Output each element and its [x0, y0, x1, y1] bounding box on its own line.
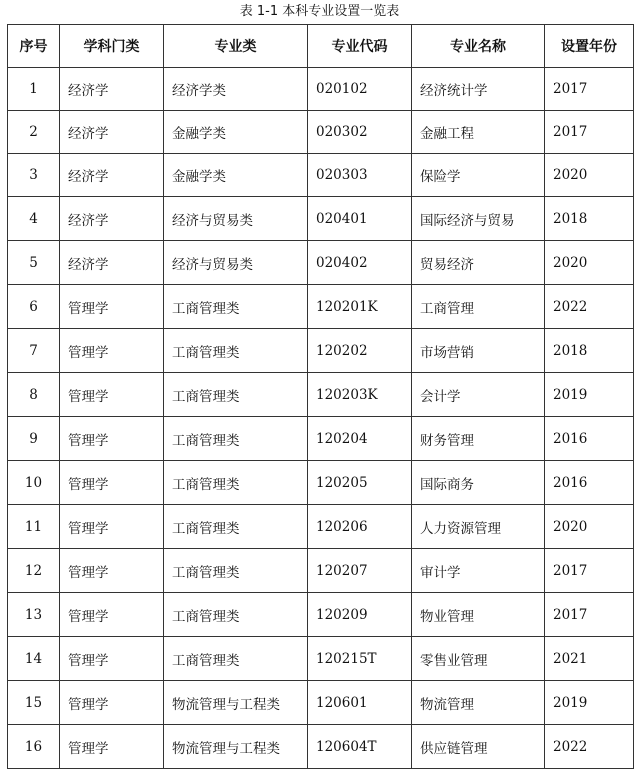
- cell-major-class: 物流管理与工程类: [164, 681, 308, 725]
- cell-year: 2017: [545, 593, 634, 637]
- table-row: [8, 681, 634, 725]
- cell-major-class: 工商管理类: [164, 505, 308, 549]
- cell-discipline: 管理学: [60, 505, 164, 549]
- cell-seq: 12: [8, 549, 60, 593]
- header-year: 设置年份: [545, 25, 634, 68]
- cell-major-class: 工商管理类: [164, 329, 308, 373]
- cell-discipline: 经济学: [60, 241, 164, 285]
- major-table: [7, 24, 634, 769]
- cell-major-name: 贸易经济: [412, 241, 545, 285]
- cell-discipline: 经济学: [60, 197, 164, 241]
- header-major-class: 专业类: [164, 25, 308, 68]
- cell-major-class: 工商管理类: [164, 373, 308, 417]
- cell-year: 2016: [545, 417, 634, 461]
- cell-major-class: 工商管理类: [164, 461, 308, 505]
- cell-major-code: 020102: [308, 68, 412, 111]
- cell-seq: 16: [8, 725, 60, 769]
- table-row: [8, 154, 634, 197]
- cell-seq: 4: [8, 197, 60, 241]
- cell-discipline: 管理学: [60, 329, 164, 373]
- cell-discipline: 经济学: [60, 68, 164, 111]
- cell-major-code: 120206: [308, 505, 412, 549]
- table-header-row: [8, 25, 634, 68]
- cell-major-name: 会计学: [412, 373, 545, 417]
- table-row: [8, 461, 634, 505]
- cell-seq: 8: [8, 373, 60, 417]
- cell-year: 2022: [545, 285, 634, 329]
- table-row: [8, 285, 634, 329]
- cell-major-name: 工商管理: [412, 285, 545, 329]
- table-row: [8, 241, 634, 285]
- table-body: [8, 68, 634, 769]
- cell-year: 2019: [545, 681, 634, 725]
- cell-major-code: 120201K: [308, 285, 412, 329]
- cell-major-code: 120205: [308, 461, 412, 505]
- cell-major-class: 工商管理类: [164, 549, 308, 593]
- cell-major-name: 物流管理: [412, 681, 545, 725]
- cell-seq: 7: [8, 329, 60, 373]
- cell-major-code: 120202: [308, 329, 412, 373]
- cell-major-name: 财务管理: [412, 417, 545, 461]
- cell-seq: 6: [8, 285, 60, 329]
- cell-year: 2017: [545, 111, 634, 154]
- cell-major-code: 020302: [308, 111, 412, 154]
- cell-seq: 15: [8, 681, 60, 725]
- table-row: [8, 68, 634, 111]
- cell-seq: 5: [8, 241, 60, 285]
- cell-discipline: 经济学: [60, 111, 164, 154]
- cell-seq: 9: [8, 417, 60, 461]
- cell-discipline: 管理学: [60, 549, 164, 593]
- table-row: [8, 725, 634, 769]
- cell-major-name: 市场营销: [412, 329, 545, 373]
- cell-seq: 1: [8, 68, 60, 111]
- cell-major-name: 国际商务: [412, 461, 545, 505]
- cell-major-code: 120209: [308, 593, 412, 637]
- table-row: [8, 329, 634, 373]
- cell-major-name: 物业管理: [412, 593, 545, 637]
- cell-major-class: 工商管理类: [164, 637, 308, 681]
- cell-major-code: 120604T: [308, 725, 412, 769]
- cell-year: 2022: [545, 725, 634, 769]
- table-row: [8, 111, 634, 154]
- cell-major-code: 120203K: [308, 373, 412, 417]
- cell-year: 2020: [545, 241, 634, 285]
- cell-discipline: 管理学: [60, 637, 164, 681]
- cell-major-name: 零售业管理: [412, 637, 545, 681]
- cell-major-name: 审计学: [412, 549, 545, 593]
- cell-discipline: 管理学: [60, 593, 164, 637]
- cell-major-class: 工商管理类: [164, 593, 308, 637]
- cell-discipline: 管理学: [60, 461, 164, 505]
- cell-major-name: 金融工程: [412, 111, 545, 154]
- cell-year: 2021: [545, 637, 634, 681]
- cell-discipline: 管理学: [60, 285, 164, 329]
- cell-major-code: 120601: [308, 681, 412, 725]
- cell-year: 2018: [545, 197, 634, 241]
- cell-major-name: 供应链管理: [412, 725, 545, 769]
- cell-major-class: 金融学类: [164, 154, 308, 197]
- table-row: [8, 549, 634, 593]
- cell-major-class: 工商管理类: [164, 417, 308, 461]
- cell-major-name: 经济统计学: [412, 68, 545, 111]
- cell-major-code: 120204: [308, 417, 412, 461]
- cell-discipline: 管理学: [60, 373, 164, 417]
- cell-year: 2020: [545, 505, 634, 549]
- cell-major-code: 020401: [308, 197, 412, 241]
- cell-year: 2019: [545, 373, 634, 417]
- cell-major-code: 020303: [308, 154, 412, 197]
- cell-year: 2018: [545, 329, 634, 373]
- cell-year: 2017: [545, 549, 634, 593]
- cell-year: 2017: [545, 68, 634, 111]
- cell-major-class: 经济学类: [164, 68, 308, 111]
- cell-discipline: 管理学: [60, 725, 164, 769]
- cell-year: 2016: [545, 461, 634, 505]
- cell-discipline: 管理学: [60, 417, 164, 461]
- cell-major-name: 人力资源管理: [412, 505, 545, 549]
- cell-major-class: 经济与贸易类: [164, 241, 308, 285]
- header-discipline: 学科门类: [60, 25, 164, 68]
- cell-major-code: 020402: [308, 241, 412, 285]
- header-major-name: 专业名称: [412, 25, 545, 68]
- cell-discipline: 经济学: [60, 154, 164, 197]
- table-row: [8, 505, 634, 549]
- cell-major-code: 120207: [308, 549, 412, 593]
- header-seq: 序号: [8, 25, 60, 68]
- cell-major-class: 经济与贸易类: [164, 197, 308, 241]
- table-row: [8, 417, 634, 461]
- cell-major-code: 120215T: [308, 637, 412, 681]
- cell-major-class: 物流管理与工程类: [164, 725, 308, 769]
- cell-seq: 13: [8, 593, 60, 637]
- cell-seq: 11: [8, 505, 60, 549]
- table-caption: 表 1-1 本科专业设置一览表: [239, 4, 400, 19]
- cell-seq: 10: [8, 461, 60, 505]
- table-row: [8, 637, 634, 681]
- table-row: [8, 593, 634, 637]
- cell-seq: 2: [8, 111, 60, 154]
- cell-major-class: 金融学类: [164, 111, 308, 154]
- cell-major-name: 保险学: [412, 154, 545, 197]
- table-row: [8, 197, 634, 241]
- cell-major-name: 国际经济与贸易: [412, 197, 545, 241]
- cell-seq: 14: [8, 637, 60, 681]
- cell-discipline: 管理学: [60, 681, 164, 725]
- table-row: [8, 373, 634, 417]
- cell-major-class: 工商管理类: [164, 285, 308, 329]
- header-major-code: 专业代码: [308, 25, 412, 68]
- cell-year: 2020: [545, 154, 634, 197]
- cell-seq: 3: [8, 154, 60, 197]
